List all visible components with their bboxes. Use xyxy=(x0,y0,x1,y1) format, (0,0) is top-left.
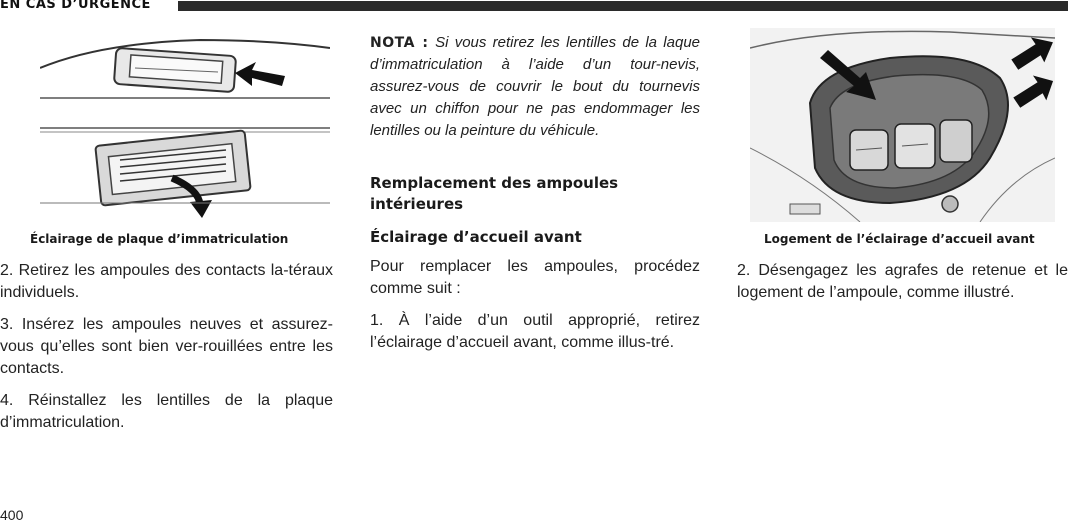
step-paragraph: 2. Retirez les ampoules des contacts la-téraux individuels. xyxy=(0,262,333,301)
page-number: 400 xyxy=(0,507,24,523)
license-plate-light-illustration xyxy=(40,28,330,222)
nota-label: NOTA : xyxy=(370,35,429,51)
lamp-lower xyxy=(95,130,250,205)
nota-paragraph xyxy=(370,32,700,142)
subsection-heading: Éclairage d’accueil avant xyxy=(370,228,582,246)
lamp-upper xyxy=(114,48,236,92)
intro-paragraph: Pour remplacer les ampoules, procédez comme suit : xyxy=(370,258,700,297)
nota-text: Si vous retirez les lentilles de la laque d’immatriculation à l’aide d’un tour-nevis, assurez-vous de couvrir le bout du tournevis avec un chiffon pour ne pas endommager les lentilles ou la peinture du véhicule. xyxy=(370,34,700,139)
section-heading: Remplacement des ampoules intérieures xyxy=(370,174,619,213)
step-paragraph: 2. Désengagez les agrafes de retenue et le logement de l’ampoule, comme illustré. xyxy=(737,262,1068,301)
header-rule xyxy=(178,1,1068,11)
step-paragraph: 4. Réinstallez les lentilles de la plaque d’immatriculation. xyxy=(0,392,333,431)
courtesy-light-housing-illustration xyxy=(750,28,1055,222)
figure-caption: Éclairage de plaque d’immatriculation xyxy=(30,232,289,246)
step-paragraph: 3. Insérez les ampoules neuves et assurez-vous qu’elles sont bien ver-rouillées entre les contacts. xyxy=(0,316,333,377)
figure-caption: Logement de l’éclairage d’accueil avant xyxy=(764,232,1035,246)
running-header xyxy=(0,0,1068,14)
section-title: EN CAS D’URGENCE xyxy=(0,0,161,13)
step-paragraph: 1. À l’aide d’un outil approprié, retirez l’éclairage d’accueil avant, comme illus-tré. xyxy=(370,312,700,351)
